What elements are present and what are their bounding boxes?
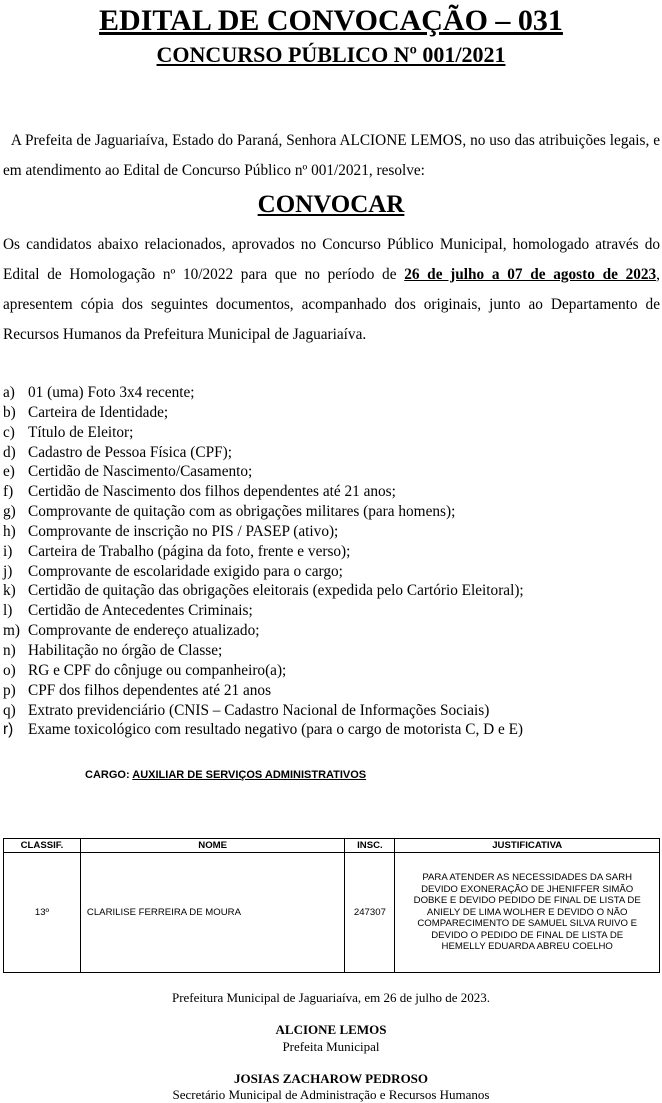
document-item-letter: i) (3, 542, 13, 560)
document-item-text: Extrato previdenciário (CNIS – Cadastro Nacional de Informações Sociais) (28, 701, 490, 719)
document-item (3, 522, 660, 542)
cargo-line (85, 769, 366, 781)
document-item-text: Certidão de Nascimento dos filhos dependentes até 21 anos; (28, 483, 396, 501)
document-item-text: Carteira de Identidade; (28, 403, 169, 421)
header-nome: NOME (80, 839, 345, 853)
table-row (4, 853, 660, 973)
document-item-letter: f) (3, 483, 14, 501)
document-item-letter: j) (3, 562, 13, 580)
document-item (3, 641, 660, 661)
cell-insc: 247307 (345, 853, 395, 973)
just-line: COMPARECIMENTO DE SAMUEL SILVA RUIVO E (417, 918, 638, 930)
document-subtitle: CONCURSO PÚBLICO Nº 001/2021 (156, 42, 506, 67)
document-item (3, 482, 660, 502)
document-item-text: Comprovante de endereço atualizado; (28, 622, 260, 640)
candidates-table (3, 838, 660, 973)
document-item (3, 681, 660, 701)
document-item (3, 701, 660, 721)
document-item-letter: p) (3, 681, 16, 699)
cargo-label: CARGO: (85, 769, 130, 781)
document-item (3, 383, 660, 403)
document-item-letter: d) (3, 443, 16, 461)
cargo-value: AUXILIAR DE SERVIÇOS ADMINISTRATIVOS (132, 769, 367, 781)
body-text-2: , apresentem cópia dos seguintes documentos, acompanhado dos originais, junto ao Departamento de Recursos Humanos da Prefeitura Municipal de Jaguariaíva. (3, 266, 660, 343)
signer2-role: Secretário Municipal de Administração e Recursos Humanos (172, 1087, 490, 1102)
document-item (3, 720, 660, 740)
cell-classif: 13º (4, 853, 81, 973)
just-line: HEMELLY EDUARDA ABREU COELHO (441, 941, 613, 953)
just-line: DOBKE E DEVIDO PEDIDO DE FINAL DE LISTA DE (413, 895, 641, 907)
cell-justificativa (395, 853, 660, 973)
signer1-name: ALCIONE LEMOS (275, 1022, 387, 1037)
document-item (3, 562, 660, 582)
document-item (3, 661, 660, 681)
document-item-letter: e) (3, 463, 15, 481)
document-item-text: Certidão de Nascimento/Casamento; (28, 463, 253, 481)
document-item (3, 542, 660, 562)
document-item (3, 581, 660, 601)
just-line: ANIELY DE LIMA WOLHER E DEVIDO O NÃO (426, 906, 628, 918)
document-item-text: Carteira de Trabalho (página da foto, frente e verso); (28, 542, 351, 560)
document-item-text: Cadastro de Pessoa Física (CPF); (28, 443, 232, 461)
document-item-text: Título de Eleitor; (28, 423, 134, 441)
document-item (3, 403, 660, 423)
document-item-text: Comprovante de inscrição no PIS / PASEP (ativo); (28, 522, 339, 540)
document-item-letter: a) (3, 384, 15, 401)
document-title: EDITAL DE CONVOCAÇÃO – 031 (99, 4, 563, 37)
intro-paragraph (3, 126, 660, 186)
period-highlight: 26 de julho a 07 de agosto de 2023 (404, 266, 657, 283)
document-item-letter: b) (3, 403, 16, 421)
document-item-text: 01 (uma) Foto 3x4 recente; (28, 384, 195, 401)
just-line: DEVIDO O PEDIDO DE FINAL DE LISTA DE (431, 929, 624, 941)
intro-text: A Prefeita de Jaguariaíva, Estado do Paraná, Senhora ALCIONE LEMOS, no uso das atribuições legais, e em atendimento ao Edital de Concurso Público nº 001/2021, resolve: (3, 132, 660, 179)
document-item (3, 601, 660, 621)
document-item-text: Exame toxicológico com resultado negativo (para o cargo de motorista C, D e E) (28, 721, 524, 739)
signer1-role: Prefeita Municipal (282, 1039, 380, 1054)
document-item-letter: h) (3, 522, 16, 540)
header-classif: CLASSIF. (4, 839, 81, 853)
place-date: Prefeitura Municipal de Jaguariaíva, em 26 de julho de 2023. (171, 990, 491, 1005)
documents-list (3, 383, 660, 740)
header-insc: INSC. (345, 839, 395, 853)
document-item (3, 462, 660, 482)
document-item-letter: m) (3, 622, 20, 640)
header-justificativa: JUSTIFICATIVA (395, 839, 660, 853)
document-item-letter: r) (3, 721, 14, 739)
table-header-row (4, 839, 660, 853)
cell-nome: CLARILISE FERREIRA DE MOURA (80, 853, 345, 973)
signer2-name: JOSIAS ZACHAROW PEDROSO (233, 1071, 429, 1086)
document-item-letter: o) (3, 661, 16, 679)
document-item-letter: n) (3, 641, 16, 659)
document-item-text: Comprovante de quitação com as obrigações militares (para homens); (28, 503, 456, 521)
body-paragraph (3, 230, 660, 350)
document-item (3, 502, 660, 522)
document-item (3, 443, 660, 463)
document-item-text: Certidão de Antecedentes Criminais; (28, 602, 253, 620)
document-item-text: RG e CPF do cônjuge ou companheiro(a); (28, 661, 287, 679)
document-item-letter: l) (3, 602, 13, 620)
document-item-letter: q) (3, 701, 16, 719)
document-item-text: Certidão de quitação das obrigações eleitorais (expedida pelo Cartório Eleitoral); (28, 582, 524, 600)
document-item-text: CPF dos filhos dependentes até 21 anos (28, 681, 272, 699)
document-item-letter: c) (3, 423, 15, 441)
document-item (3, 423, 660, 443)
document-item (3, 621, 660, 641)
just-line: DEVIDO EXONERAÇÃO DE JHENIFFER SIMÃO (421, 883, 634, 895)
body-text-1: Os candidatos abaixo relacionados, aprovados no Concurso Público Municipal, homologado através do Edital de Homologação nº 10/2022 para que no período de (3, 236, 660, 283)
document-item-text: Comprovante de escolaridade exigido para o cargo; (28, 562, 343, 580)
document-item-text: Habilitação no órgão de Classe; (28, 641, 223, 659)
document-item-letter: g) (3, 503, 16, 521)
convocar-heading: CONVOCAR (257, 191, 405, 218)
document-item-letter: k) (3, 582, 16, 600)
just-line: PARA ATENDER AS NECESSIDADES DA SARH (422, 871, 633, 883)
